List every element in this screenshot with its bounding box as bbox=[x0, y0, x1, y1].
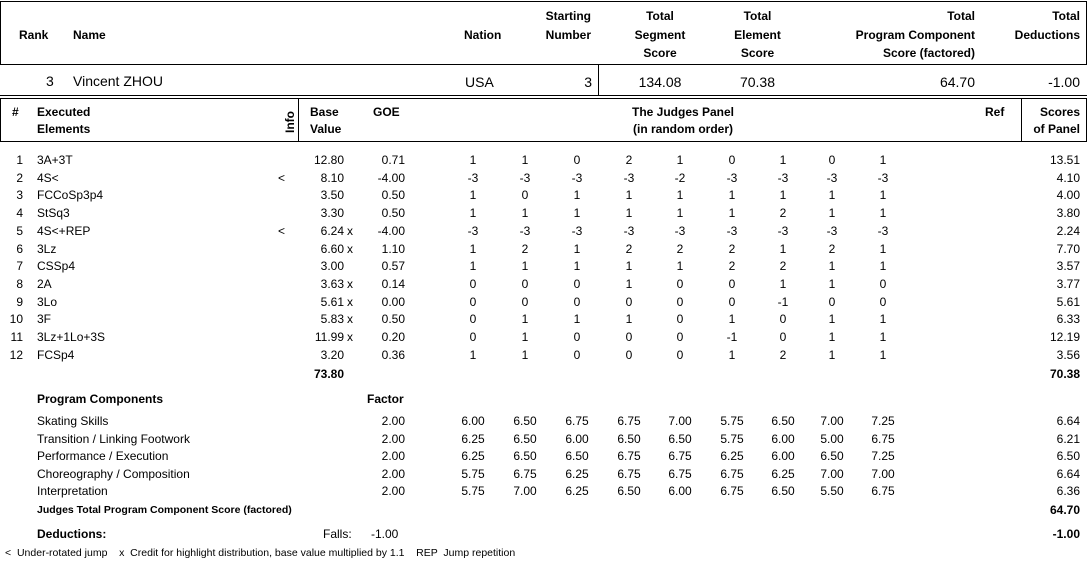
element-base-value: 12.80 bbox=[313, 153, 344, 167]
element-judge-score: 0 bbox=[879, 294, 887, 309]
element-judge-score: 1 bbox=[573, 259, 581, 274]
element-judge-score: -3 bbox=[571, 170, 583, 185]
element-judge-score: 0 bbox=[573, 153, 581, 167]
element-panel-score: 3.80 bbox=[1056, 206, 1080, 221]
element-panel-score: 2.24 bbox=[1056, 223, 1080, 238]
judges-panel-header-1: The Judges Panel bbox=[631, 105, 735, 119]
legend-footnote: < Under-rotated jump x Credit for highlight distribution, base value multiplied by 1.1 REP Jump repetition bbox=[5, 547, 516, 559]
element-panel-score: 13.51 bbox=[1049, 153, 1080, 167]
element-goe: 0.36 bbox=[381, 347, 405, 362]
element-judge-score: 1 bbox=[879, 206, 887, 221]
element-number: 7 bbox=[16, 259, 23, 274]
component-name: Performance / Execution bbox=[37, 449, 169, 463]
component-judge-score: 6.50 bbox=[513, 432, 537, 446]
element-code: FCSp4 bbox=[37, 347, 75, 362]
element-code: StSq3 bbox=[37, 206, 70, 221]
tes-header-3: Score bbox=[740, 46, 775, 60]
element-judge-score: 1 bbox=[469, 153, 477, 167]
component-factor: 2.00 bbox=[381, 414, 405, 428]
component-judge-score: 6.25 bbox=[461, 432, 485, 446]
element-number: 5 bbox=[16, 223, 23, 238]
component-judge-score: 5.75 bbox=[461, 484, 485, 498]
element-info: < bbox=[278, 170, 286, 185]
element-judge-score: -2 bbox=[674, 170, 686, 185]
component-judge-score: 7.00 bbox=[513, 484, 537, 498]
pcs-header-2: Program Component bbox=[855, 28, 975, 42]
element-judge-score: 1 bbox=[676, 153, 684, 167]
element-code: 3Lz bbox=[37, 241, 57, 256]
element-judge-score: 1 bbox=[625, 312, 633, 327]
element-judge-score: -3 bbox=[826, 223, 838, 238]
component-judge-score: 6.25 bbox=[720, 449, 744, 463]
element-judge-score: 1 bbox=[879, 330, 887, 344]
element-panel-score: 4.00 bbox=[1056, 188, 1080, 203]
elements-total-score: 70.38 bbox=[1049, 367, 1080, 381]
element-base-x: x bbox=[347, 312, 353, 327]
element-judge-score: 2 bbox=[625, 241, 633, 256]
deductions-total: -1.00 bbox=[1052, 527, 1080, 541]
element-goe: 0.00 bbox=[381, 294, 405, 309]
element-base-value: 6.60 bbox=[320, 241, 344, 256]
element-judge-score: 1 bbox=[728, 206, 736, 221]
nation-header: Nation bbox=[464, 28, 502, 42]
element-judge-score: 2 bbox=[779, 347, 787, 362]
tes-header-1: Total bbox=[743, 9, 772, 23]
element-judge-score: 0 bbox=[469, 312, 477, 327]
element-judge-score: 1 bbox=[469, 241, 477, 256]
element-judge-score: 0 bbox=[879, 276, 887, 291]
base-value-header-1: Base bbox=[310, 105, 339, 119]
component-judge-score: 6.75 bbox=[720, 467, 744, 481]
tss-header-3: Score bbox=[643, 46, 677, 60]
element-judge-score: 2 bbox=[779, 259, 787, 274]
element-judge-score: 0 bbox=[521, 294, 529, 309]
element-code: FCCoSp3p4 bbox=[37, 188, 104, 203]
element-base-value: 3.63 bbox=[320, 276, 344, 291]
skater-name: Vincent ZHOU bbox=[73, 73, 163, 89]
element-judge-score: 1 bbox=[879, 347, 887, 362]
starting-number-header-2: Number bbox=[545, 28, 591, 42]
component-panel-score: 6.50 bbox=[1056, 449, 1080, 463]
element-goe: 0.14 bbox=[381, 276, 405, 291]
element-judge-score: 0 bbox=[676, 294, 684, 309]
tes-header-2: Element bbox=[734, 28, 781, 42]
element-judge-score: -1 bbox=[777, 294, 789, 309]
element-code: 4S<+REP bbox=[37, 223, 91, 238]
component-judge-score: 5.75 bbox=[720, 414, 744, 428]
starting-number-header-1: Starting bbox=[545, 9, 591, 23]
element-judge-score: 1 bbox=[828, 312, 836, 327]
element-judge-score: -3 bbox=[467, 223, 479, 238]
element-judge-score: -3 bbox=[726, 223, 738, 238]
element-base-value: 5.83 bbox=[320, 312, 344, 327]
element-panel-score: 3.56 bbox=[1056, 347, 1080, 362]
element-judge-score: 2 bbox=[676, 241, 684, 256]
element-judge-score: -3 bbox=[877, 170, 889, 185]
component-panel-score: 6.36 bbox=[1056, 484, 1080, 498]
skater-row-bottom bbox=[0, 95, 1087, 96]
component-judge-score: 5.75 bbox=[720, 432, 744, 446]
component-judge-score: 6.00 bbox=[668, 484, 692, 498]
skater-pcs: 64.70 bbox=[939, 74, 975, 90]
element-goe: -4.00 bbox=[377, 223, 405, 238]
element-judge-score: 0 bbox=[676, 312, 684, 327]
component-judge-score: 6.50 bbox=[617, 484, 641, 498]
skater-deductions: -1.00 bbox=[1048, 74, 1080, 90]
component-judge-score: 6.75 bbox=[668, 449, 692, 463]
skater-nation: USA bbox=[465, 74, 494, 90]
component-name: Interpretation bbox=[37, 484, 108, 498]
element-judge-score: 1 bbox=[676, 188, 684, 203]
element-judge-score: -3 bbox=[877, 223, 889, 238]
element-judge-score: 1 bbox=[573, 188, 581, 203]
element-base-value: 11.99 bbox=[314, 330, 344, 344]
element-panel-score: 7.70 bbox=[1056, 241, 1080, 256]
component-judge-score: 6.50 bbox=[771, 484, 795, 498]
element-base-value: 3.50 bbox=[320, 188, 344, 203]
element-judge-score: 1 bbox=[728, 188, 736, 203]
element-info: < bbox=[278, 223, 286, 238]
element-judge-score: 1 bbox=[828, 206, 836, 221]
component-panel-score: 6.64 bbox=[1056, 414, 1080, 428]
element-judge-score: -3 bbox=[777, 223, 789, 238]
component-judge-score: 6.50 bbox=[771, 414, 795, 428]
element-judge-score: 0 bbox=[828, 294, 836, 309]
elements-total-base: 73.80 bbox=[313, 367, 344, 381]
component-name: Choreography / Composition bbox=[37, 467, 190, 481]
element-base-x: x bbox=[347, 330, 353, 344]
element-number: 3 bbox=[16, 188, 23, 203]
element-judge-score: -3 bbox=[623, 170, 635, 185]
element-judge-score: 1 bbox=[469, 188, 477, 203]
element-judge-score: 1 bbox=[521, 347, 529, 362]
num-header: # bbox=[12, 105, 19, 119]
element-judge-score: 1 bbox=[469, 206, 477, 221]
pc-total-label: Judges Total Program Component Score (factored) bbox=[37, 504, 292, 516]
elements-header-box bbox=[0, 98, 1087, 142]
component-judge-score: 6.75 bbox=[871, 432, 895, 446]
element-base-value: 5.61 bbox=[320, 294, 344, 309]
element-judge-score: 0 bbox=[828, 153, 836, 167]
component-judge-score: 6.00 bbox=[771, 432, 795, 446]
element-code: 3A+3T bbox=[37, 153, 73, 167]
element-judge-score: -3 bbox=[571, 223, 583, 238]
element-judge-score: 1 bbox=[879, 241, 887, 256]
element-judge-score: 1 bbox=[779, 153, 787, 167]
component-name: Skating Skills bbox=[37, 414, 109, 428]
elements-header-divider-info bbox=[298, 98, 299, 142]
scores-of-panel-header-1: Scores bbox=[1039, 105, 1080, 119]
element-judge-score: 0 bbox=[676, 347, 684, 362]
element-judge-score: -3 bbox=[777, 170, 789, 185]
element-judge-score: 1 bbox=[779, 276, 787, 291]
element-number: 12 bbox=[9, 347, 23, 362]
component-judge-score: 6.50 bbox=[513, 449, 537, 463]
component-judge-score: 6.75 bbox=[617, 467, 641, 481]
element-judge-score: 1 bbox=[879, 153, 887, 167]
elements-header-divider-scores bbox=[1021, 98, 1022, 142]
component-judge-score: 7.00 bbox=[668, 414, 692, 428]
deductions-label: Deductions: bbox=[37, 527, 107, 541]
element-judge-score: 0 bbox=[625, 330, 633, 344]
element-judge-score: 2 bbox=[728, 259, 736, 274]
element-judge-score: 0 bbox=[728, 153, 736, 167]
component-judge-score: 6.50 bbox=[565, 449, 589, 463]
name-header: Name bbox=[73, 28, 106, 42]
element-judge-score: 0 bbox=[469, 294, 477, 309]
element-judge-score: 2 bbox=[828, 241, 836, 256]
element-judge-score: 1 bbox=[779, 188, 787, 203]
component-judge-score: 6.50 bbox=[820, 449, 844, 463]
component-judge-score: 5.00 bbox=[820, 432, 844, 446]
component-judge-score: 6.25 bbox=[565, 484, 589, 498]
element-base-x: x bbox=[347, 241, 353, 256]
base-value-header-2: Value bbox=[310, 122, 342, 136]
component-judge-score: 6.50 bbox=[617, 432, 641, 446]
component-judge-score: 7.25 bbox=[871, 449, 895, 463]
component-judge-score: 6.75 bbox=[617, 449, 641, 463]
ded-header-1: Total bbox=[1052, 9, 1080, 23]
element-judge-score: -1 bbox=[726, 330, 738, 344]
component-panel-score: 6.64 bbox=[1056, 467, 1080, 481]
component-judge-score: 6.00 bbox=[565, 432, 589, 446]
element-judge-score: 0 bbox=[521, 188, 529, 203]
program-components-header: Program Components bbox=[37, 392, 164, 406]
element-judge-score: 0 bbox=[728, 276, 736, 291]
element-goe: 0.50 bbox=[381, 206, 405, 221]
element-judge-score: -3 bbox=[674, 223, 686, 238]
element-judge-score: 1 bbox=[879, 188, 887, 203]
element-number: 1 bbox=[16, 153, 23, 167]
element-judge-score: 1 bbox=[625, 259, 633, 274]
element-judge-score: 2 bbox=[728, 241, 736, 256]
element-judge-score: 2 bbox=[779, 206, 787, 221]
element-judge-score: 1 bbox=[625, 188, 633, 203]
component-judge-score: 7.00 bbox=[820, 467, 844, 481]
element-judge-score: 1 bbox=[521, 153, 529, 167]
component-judge-score: 6.50 bbox=[668, 432, 692, 446]
element-goe: 1.10 bbox=[381, 241, 405, 256]
pc-total-score: 64.70 bbox=[1049, 503, 1080, 517]
component-judge-score: 6.75 bbox=[617, 414, 641, 428]
factor-header: Factor bbox=[367, 392, 404, 406]
element-judge-score: 1 bbox=[573, 241, 581, 256]
element-judge-score: -3 bbox=[519, 170, 531, 185]
element-judge-score: 0 bbox=[625, 294, 633, 309]
element-code: 3Lz+1Lo+3S bbox=[37, 330, 106, 344]
element-judge-score: 1 bbox=[625, 276, 633, 291]
element-judge-score: 0 bbox=[779, 330, 787, 344]
element-panel-score: 12.19 bbox=[1049, 330, 1080, 344]
skater-rank: 3 bbox=[46, 73, 54, 89]
element-base-x: x bbox=[347, 276, 353, 291]
element-number: 4 bbox=[16, 206, 23, 221]
tss-header-1: Total bbox=[646, 9, 674, 23]
element-judge-score: 1 bbox=[879, 312, 887, 327]
element-code: 3Lo bbox=[37, 294, 58, 309]
element-judge-score: 1 bbox=[728, 347, 736, 362]
component-factor: 2.00 bbox=[381, 432, 405, 446]
executed-elements-header-2: Elements bbox=[37, 122, 91, 136]
ref-header: Ref bbox=[985, 105, 1005, 119]
skater-tes: 70.38 bbox=[739, 74, 776, 90]
element-code: 4S< bbox=[37, 170, 59, 185]
scores-of-panel-header-2: of Panel bbox=[1033, 122, 1080, 136]
element-judge-score: 0 bbox=[676, 276, 684, 291]
element-base-x: x bbox=[347, 223, 353, 238]
element-judge-score: 0 bbox=[573, 330, 581, 344]
element-number: 6 bbox=[16, 241, 23, 256]
component-factor: 2.00 bbox=[381, 467, 405, 481]
ded-header-2: Deductions bbox=[1014, 28, 1080, 42]
falls-value: -1.00 bbox=[371, 527, 399, 541]
element-judge-score: 1 bbox=[521, 330, 529, 344]
component-judge-score: 7.00 bbox=[820, 414, 844, 428]
element-judge-score: 0 bbox=[469, 276, 477, 291]
skater-tss: 134.08 bbox=[638, 74, 682, 90]
element-judge-score: 1 bbox=[469, 259, 477, 274]
element-panel-score: 4.10 bbox=[1056, 170, 1080, 185]
component-judge-score: 6.75 bbox=[565, 414, 589, 428]
rank-header: Rank bbox=[19, 28, 49, 42]
element-judge-score: 1 bbox=[625, 206, 633, 221]
component-judge-score: 6.75 bbox=[513, 467, 537, 481]
component-judge-score: 6.00 bbox=[461, 414, 485, 428]
element-judge-score: -3 bbox=[726, 170, 738, 185]
element-judge-score: 0 bbox=[779, 312, 787, 327]
element-base-value: 3.00 bbox=[320, 259, 344, 274]
element-goe: 0.20 bbox=[381, 330, 405, 344]
element-number: 11 bbox=[10, 330, 23, 344]
element-number: 2 bbox=[16, 170, 23, 185]
component-judge-score: 6.25 bbox=[565, 467, 589, 481]
element-goe: 0.50 bbox=[381, 188, 405, 203]
falls-label: Falls: bbox=[323, 527, 352, 541]
component-judge-score: 7.25 bbox=[871, 414, 895, 428]
component-panel-score: 6.21 bbox=[1056, 432, 1080, 446]
judges-panel-header-2: (in random order) bbox=[632, 122, 733, 136]
element-judge-score: 0 bbox=[573, 294, 581, 309]
skater-starting-number: 3 bbox=[584, 74, 592, 90]
element-number: 8 bbox=[16, 276, 23, 291]
info-header: Info bbox=[283, 111, 297, 133]
component-name: Transition / Linking Footwork bbox=[37, 432, 190, 446]
element-judge-score: -3 bbox=[519, 223, 531, 238]
element-judge-score: 2 bbox=[521, 241, 529, 256]
component-judge-score: 6.50 bbox=[513, 414, 537, 428]
element-goe: 0.57 bbox=[381, 259, 405, 274]
header-divider bbox=[598, 65, 599, 95]
element-base-value: 8.10 bbox=[320, 170, 344, 185]
element-judge-score: 1 bbox=[828, 188, 836, 203]
element-number: 9 bbox=[16, 294, 23, 309]
element-judge-score: 1 bbox=[521, 312, 529, 327]
element-code: CSSp4 bbox=[37, 259, 76, 274]
element-judge-score: 1 bbox=[828, 259, 836, 274]
component-judge-score: 6.25 bbox=[771, 467, 795, 481]
element-judge-score: 1 bbox=[728, 312, 736, 327]
element-base-value: 6.24 bbox=[320, 223, 344, 238]
component-factor: 2.00 bbox=[381, 449, 405, 463]
element-judge-score: 1 bbox=[573, 206, 581, 221]
element-judge-score: 1 bbox=[521, 206, 529, 221]
component-judge-score: 6.75 bbox=[720, 484, 744, 498]
component-judge-score: 6.75 bbox=[871, 484, 895, 498]
pcs-header-1: Total bbox=[947, 9, 975, 23]
element-judge-score: 1 bbox=[676, 206, 684, 221]
tss-header-2: Segment bbox=[634, 28, 686, 42]
element-panel-score: 6.33 bbox=[1056, 312, 1080, 327]
element-judge-score: 1 bbox=[521, 259, 529, 274]
element-judge-score: -3 bbox=[467, 170, 479, 185]
element-base-value: 3.30 bbox=[320, 206, 344, 221]
component-judge-score: 6.00 bbox=[771, 449, 795, 463]
element-code: 3F bbox=[37, 312, 52, 327]
executed-elements-header-1: Executed bbox=[37, 105, 91, 119]
element-judge-score: 0 bbox=[728, 294, 736, 309]
element-judge-score: 1 bbox=[779, 241, 787, 256]
element-judge-score: 0 bbox=[521, 276, 529, 291]
element-judge-score: -3 bbox=[826, 170, 838, 185]
element-judge-score: 1 bbox=[879, 259, 887, 274]
element-goe: -4.00 bbox=[377, 170, 405, 185]
component-judge-score: 5.75 bbox=[461, 467, 485, 481]
element-base-x: x bbox=[347, 294, 353, 309]
component-judge-score: 6.75 bbox=[668, 467, 692, 481]
element-judge-score: 0 bbox=[573, 347, 581, 362]
element-goe: 0.50 bbox=[381, 312, 405, 327]
element-judge-score: 2 bbox=[625, 153, 633, 167]
element-judge-score: 1 bbox=[828, 347, 836, 362]
element-judge-score: 0 bbox=[469, 330, 477, 344]
goe-header: GOE bbox=[373, 105, 400, 119]
element-code: 2A bbox=[37, 276, 52, 291]
component-judge-score: 5.50 bbox=[820, 484, 844, 498]
element-goe: 0.71 bbox=[381, 153, 405, 167]
element-judge-score: 1 bbox=[573, 312, 581, 327]
component-judge-score: 6.25 bbox=[461, 449, 485, 463]
element-judge-score: 0 bbox=[573, 276, 581, 291]
element-judge-score: 1 bbox=[469, 347, 477, 362]
element-judge-score: 1 bbox=[676, 259, 684, 274]
component-factor: 2.00 bbox=[381, 484, 405, 498]
element-judge-score: 0 bbox=[625, 347, 633, 362]
element-judge-score: 0 bbox=[676, 330, 684, 344]
element-judge-score: 1 bbox=[828, 330, 836, 344]
element-panel-score: 3.77 bbox=[1056, 276, 1080, 291]
element-panel-score: 5.61 bbox=[1056, 294, 1080, 309]
element-judge-score: 1 bbox=[828, 276, 836, 291]
element-judge-score: -3 bbox=[623, 223, 635, 238]
element-base-value: 3.20 bbox=[320, 347, 344, 362]
element-panel-score: 3.57 bbox=[1056, 259, 1080, 274]
pcs-header-3: Score (factored) bbox=[882, 46, 975, 60]
component-judge-score: 7.00 bbox=[871, 467, 895, 481]
element-number: 10 bbox=[9, 312, 23, 327]
